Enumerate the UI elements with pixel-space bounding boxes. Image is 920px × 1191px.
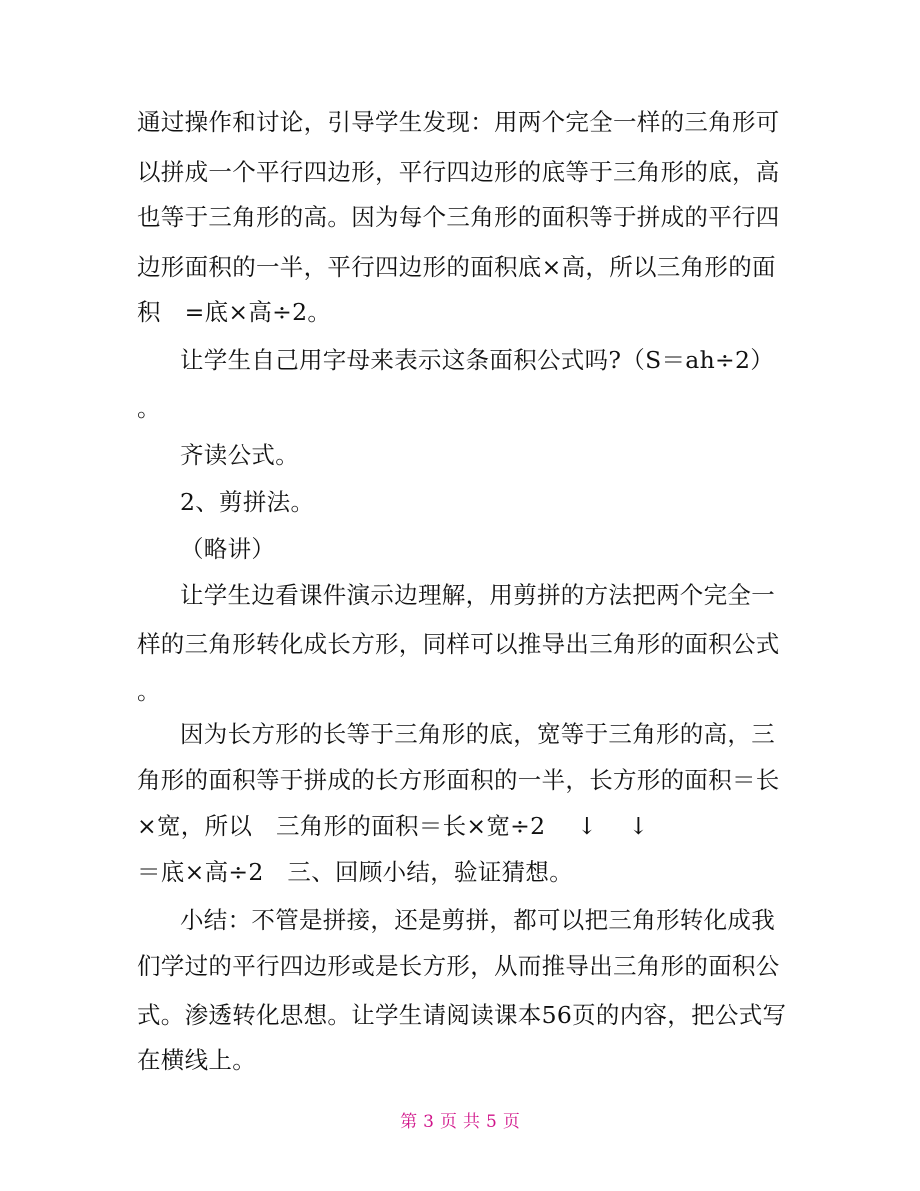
footer-page-number: 3 <box>423 1112 434 1132</box>
paragraph-line: 以拼成一个平行四边形，平行四边形的底等于三角形的底，高 <box>137 158 780 186</box>
paragraph-line: 让学生自己用字母来表示这条面积公式吗?（S＝ah÷2） <box>180 346 775 374</box>
paragraph-line: 因为长方形的长等于三角形的底，宽等于三角形的高，三 <box>180 720 775 748</box>
footer-page-label: 第 <box>400 1112 418 1132</box>
paragraph-line: ＝底×高÷2 三、回顾小结，验证猜想。 <box>137 858 574 886</box>
paragraph-line: 。 <box>137 394 161 422</box>
paragraph-line: 在横线上。 <box>137 1046 256 1074</box>
section-heading: 2、剪拼法。 <box>180 488 315 516</box>
footer-total-label: 共 <box>463 1112 480 1132</box>
paragraph-line: 也等于三角形的高。因为每个三角形的面积等于拼成的平行四 <box>137 203 780 231</box>
paragraph-line: （略讲） <box>180 535 276 563</box>
paragraph-line: 。 <box>137 677 161 705</box>
paragraph-line: 角形的面积等于拼成的长方形面积的一半，长方形的面积＝长 <box>137 766 780 794</box>
paragraph-line: 积 =底×高÷2。 <box>137 298 332 326</box>
paragraph-line: 齐读公式。 <box>180 441 299 469</box>
paragraph-line: 边形面积的一半，平行四边形的面积底×高，所以三角形的面 <box>137 253 776 281</box>
paragraph-line: 样的三角形转化成长方形，同样可以推导出三角形的面积公式 <box>137 630 780 658</box>
paragraph-line: 式。渗透转化思想。让学生请阅读课本56页的内容，把公式写 <box>137 1001 787 1029</box>
paragraph-line: 让学生边看课件演示边理解，用剪拼的方法把两个完全一 <box>180 581 775 609</box>
paragraph-line: 小结：不管是拼接，还是剪拼，都可以把三角形转化成我 <box>180 906 775 934</box>
paragraph-line: 通过操作和讨论，引导学生发现：用两个完全一样的三角形可 <box>137 108 780 136</box>
page-footer <box>0 1110 920 1134</box>
paragraph-line: 们学过的平行四边形或是长方形，从而推导出三角形的面积公 <box>137 952 780 980</box>
footer-total-number: 5 <box>486 1112 497 1132</box>
paragraph-line: ×宽，所以 三角形的面积＝长×宽÷2 ↓ ↓ <box>137 812 649 840</box>
footer-total-unit: 页 <box>502 1112 520 1132</box>
footer-page-unit: 页 <box>440 1112 457 1132</box>
